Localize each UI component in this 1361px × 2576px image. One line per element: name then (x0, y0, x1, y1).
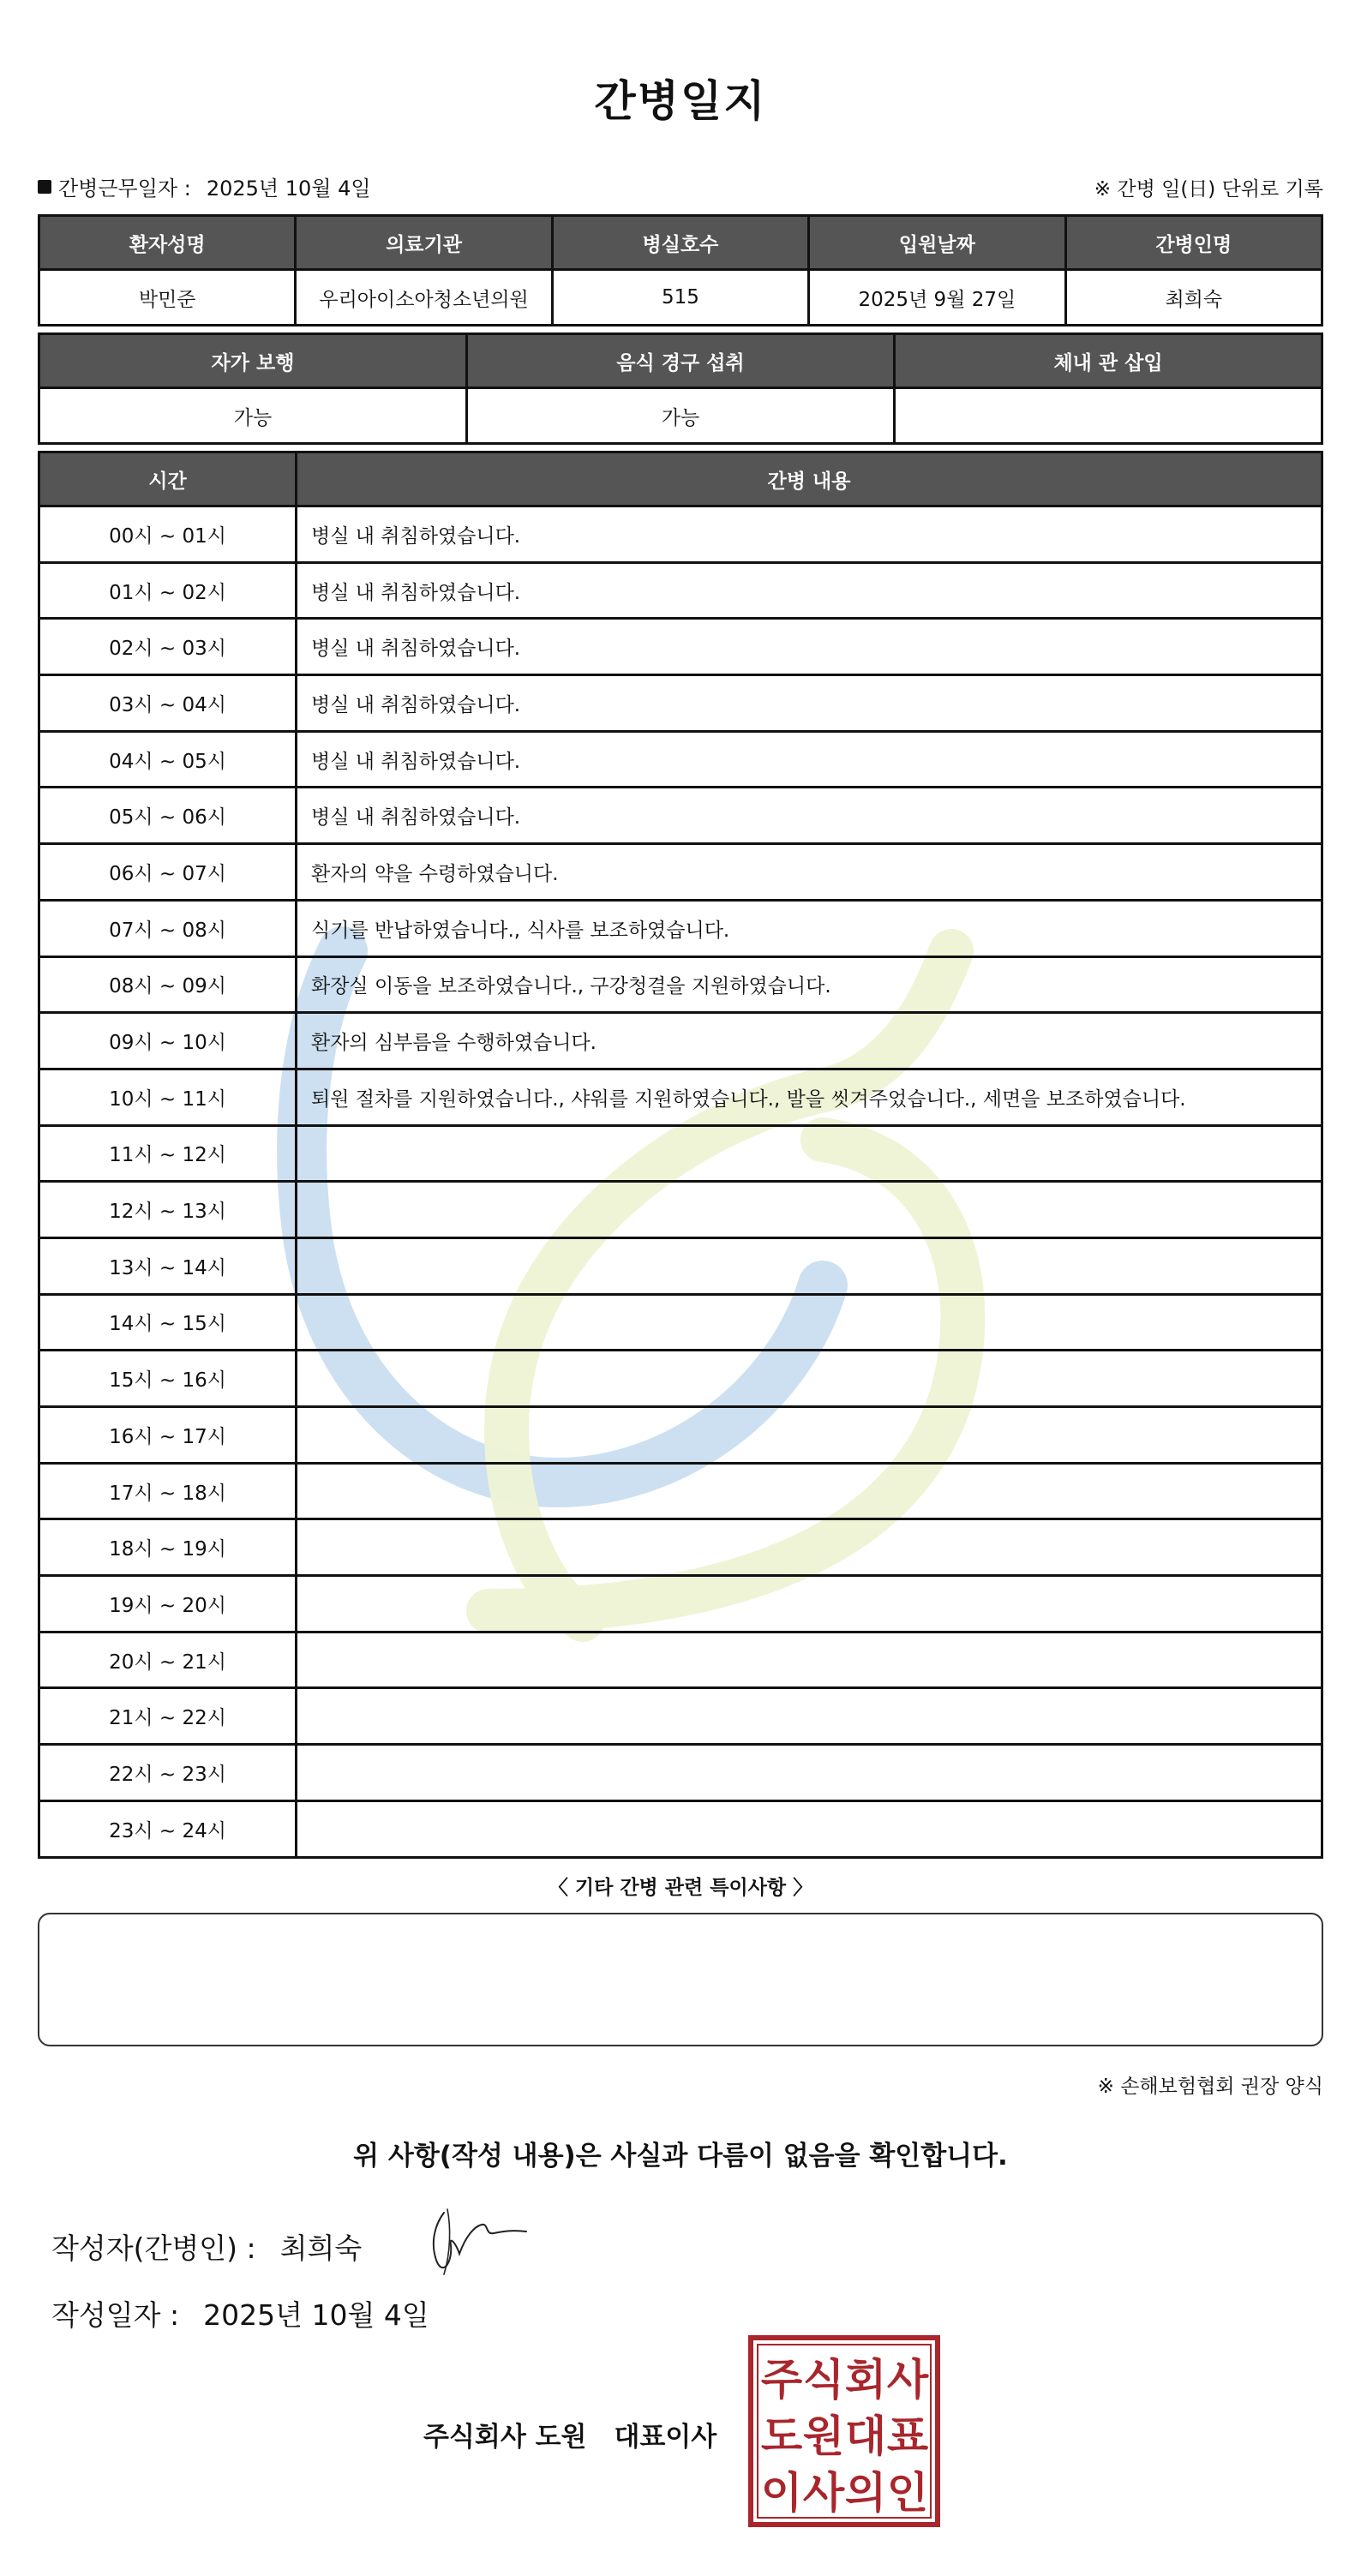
schedule-content: 병실 내 취침하였습니다. (297, 788, 1322, 844)
schedule-content (297, 1237, 1322, 1294)
schedule-row (39, 619, 1322, 675)
schedule-time: 15시 ~ 16시 (39, 1351, 297, 1407)
svg-text:대: 대 (844, 2411, 887, 2461)
patient-info-header-row (39, 216, 1322, 270)
schedule-row (39, 1519, 1322, 1576)
patient-status-table (38, 332, 1323, 445)
schedule-time: 07시 ~ 08시 (39, 900, 297, 956)
header-hospital: 의료기관 (296, 216, 552, 270)
svg-text:도: 도 (760, 2411, 803, 2461)
write-date-value: 2025년 10월 4일 (203, 2298, 429, 2332)
schedule-content (297, 1800, 1322, 1857)
schedule-row (39, 506, 1322, 563)
schedule-time: 11시 ~ 12시 (39, 1125, 297, 1182)
schedule-time: 06시 ~ 07시 (39, 844, 297, 901)
notes-title: 〈 기타 간병 관련 특이사항 〉 (548, 1877, 813, 1899)
schedule-time: 22시 ~ 23시 (39, 1745, 297, 1801)
schedule-time: 10시 ~ 11시 (39, 1069, 297, 1125)
schedule-content (297, 1125, 1322, 1182)
schedule-content (297, 1182, 1322, 1238)
schedule-row (39, 562, 1322, 619)
company-seal-stamp (747, 2334, 941, 2528)
schedule-time: 17시 ~ 18시 (39, 1463, 297, 1519)
schedule-time: 20시 ~ 21시 (39, 1632, 297, 1688)
schedule-content: 환자의 약을 수령하였습니다. (297, 844, 1322, 901)
room-number: 515 (552, 270, 808, 326)
header-self-walking: 자가 보행 (39, 334, 467, 388)
patient-info-table (38, 214, 1323, 326)
schedule-content (297, 1688, 1322, 1745)
schedule-time: 00시 ~ 01시 (39, 506, 297, 563)
schedule-content (297, 1745, 1322, 1801)
schedule-row (39, 1632, 1322, 1688)
svg-text:의: 의 (844, 2468, 887, 2518)
confirmation-statement: 위 사항(작성 내용)은 사실과 다름이 없음을 확인합니다. (353, 2141, 1008, 2172)
schedule-content: 환자의 심부름을 수행하였습니다. (297, 1013, 1322, 1069)
schedule-time: 03시 ~ 04시 (39, 675, 297, 732)
schedule-row (39, 1576, 1322, 1632)
schedule-row (39, 731, 1322, 788)
write-date-label: 작성일자 : (51, 2298, 180, 2332)
unit-note: ※ 간병 일(日) 단위로 기록 (1094, 178, 1323, 201)
svg-text:사: 사 (886, 2355, 929, 2405)
schedule-content: 화장실 이동을 보조하였습니다., 구강청결을 지원하였습니다. (297, 956, 1322, 1013)
schedule-content: 병실 내 취침하였습니다. (297, 619, 1322, 675)
schedule-time: 04시 ~ 05시 (39, 731, 297, 788)
svg-text:사: 사 (802, 2468, 845, 2518)
schedule-row (39, 1745, 1322, 1801)
work-date-value: 2025년 10월 4일 (206, 177, 371, 201)
notes-box (38, 1913, 1323, 2046)
schedule-content: 식기를 반납하였습니다., 식사를 보조하였습니다. (297, 900, 1322, 956)
schedule-content (297, 1351, 1322, 1407)
schedule-time: 02시 ~ 03시 (39, 619, 297, 675)
header-oral-intake: 음식 경구 섭취 (467, 334, 895, 388)
svg-text:원: 원 (802, 2411, 845, 2461)
header-time: 시간 (39, 452, 297, 506)
schedule-time: 09시 ~ 10시 (39, 1013, 297, 1069)
svg-text:인: 인 (886, 2468, 929, 2518)
schedule-row (39, 1800, 1322, 1857)
oral-intake-value: 가능 (467, 388, 895, 444)
work-date-label: 간병근무일자 : (58, 177, 191, 201)
schedule-content (297, 1632, 1322, 1688)
patient-name: 박민준 (39, 270, 296, 326)
schedule-content: 병실 내 취침하였습니다. (297, 675, 1322, 732)
caregiver-name: 최희숙 (1065, 270, 1322, 326)
document-title: 간병일지 (594, 76, 767, 126)
schedule-row (39, 1407, 1322, 1464)
schedule-row (39, 675, 1322, 732)
status-header-row (39, 334, 1322, 388)
bullet-square-icon (38, 180, 51, 194)
schedule-content: 병실 내 취침하였습니다. (297, 506, 1322, 563)
schedule-row (39, 1294, 1322, 1351)
schedule-row (39, 1182, 1322, 1238)
schedule-row (39, 1351, 1322, 1407)
schedule-row (39, 844, 1322, 901)
schedule-time: 18시 ~ 19시 (39, 1519, 297, 1576)
schedule-time: 16시 ~ 17시 (39, 1407, 297, 1464)
admission-date: 2025년 9월 27일 (809, 270, 1065, 326)
schedule-time: 01시 ~ 02시 (39, 562, 297, 619)
recommended-form-note: ※ 손해보험협회 권장 양식 (1097, 2076, 1323, 2098)
schedule-content (297, 1576, 1322, 1632)
schedule-time: 08시 ~ 09시 (39, 956, 297, 1013)
schedule-row (39, 1069, 1322, 1125)
schedule-time: 12시 ~ 13시 (39, 1182, 297, 1238)
schedule-content (297, 1294, 1322, 1351)
schedule-row (39, 1688, 1322, 1745)
schedule-content: 병실 내 취침하였습니다. (297, 731, 1322, 788)
schedule-content (297, 1463, 1322, 1519)
schedule-row (39, 1125, 1322, 1182)
svg-text:식: 식 (802, 2355, 845, 2405)
schedule-row (39, 1237, 1322, 1294)
header-patient-name: 환자성명 (39, 216, 296, 270)
schedule-content: 병실 내 취침하였습니다. (297, 562, 1322, 619)
schedule-time: 19시 ~ 20시 (39, 1576, 297, 1632)
schedule-header-row (39, 452, 1322, 506)
schedule-content (297, 1407, 1322, 1464)
handwritten-signature (425, 2201, 537, 2278)
hospital-name: 우리아이소아청소년의원 (296, 270, 552, 326)
work-date-row (38, 171, 371, 201)
schedule-time: 13시 ~ 14시 (39, 1237, 297, 1294)
company-signature-row (423, 2415, 716, 2453)
header-room-number: 병실호수 (552, 216, 808, 270)
schedule-time: 21시 ~ 22시 (39, 1688, 297, 1745)
svg-text:주: 주 (760, 2355, 803, 2405)
writer-name: 최희숙 (279, 2232, 363, 2265)
care-schedule-table (38, 451, 1323, 1859)
schedule-row (39, 1013, 1322, 1069)
schedule-row (39, 900, 1322, 956)
company-name: 주식회사 도원 (423, 2422, 587, 2453)
schedule-time: 23시 ~ 24시 (39, 1800, 297, 1857)
patient-info-value-row (39, 270, 1322, 326)
schedule-row (39, 1463, 1322, 1519)
schedule-content (297, 1519, 1322, 1576)
writer-label: 작성자(간병인) : (51, 2232, 256, 2265)
header-care-content: 간병 내용 (297, 452, 1322, 506)
schedule-content: 퇴원 절차를 지원하였습니다., 샤워를 지원하였습니다., 발을 씻겨주었습니다., 세면을 보조하였습니다. (297, 1069, 1322, 1125)
svg-text:표: 표 (886, 2411, 929, 2461)
schedule-row (39, 956, 1322, 1013)
tube-insertion-value (895, 388, 1322, 444)
header-caregiver-name: 간병인명 (1065, 216, 1322, 270)
representative-title: 대표이사 (614, 2422, 717, 2453)
schedule-time: 14시 ~ 15시 (39, 1294, 297, 1351)
schedule-time: 05시 ~ 06시 (39, 788, 297, 844)
self-walking-value: 가능 (39, 388, 467, 444)
schedule-row (39, 788, 1322, 844)
header-admission-date: 입원날짜 (809, 216, 1065, 270)
write-date-row (51, 2293, 429, 2333)
svg-text:회: 회 (844, 2355, 887, 2405)
status-value-row (39, 388, 1322, 444)
writer-row (51, 2226, 362, 2267)
header-tube-insertion: 체내 관 삽입 (895, 334, 1322, 388)
svg-text:이: 이 (760, 2468, 803, 2518)
